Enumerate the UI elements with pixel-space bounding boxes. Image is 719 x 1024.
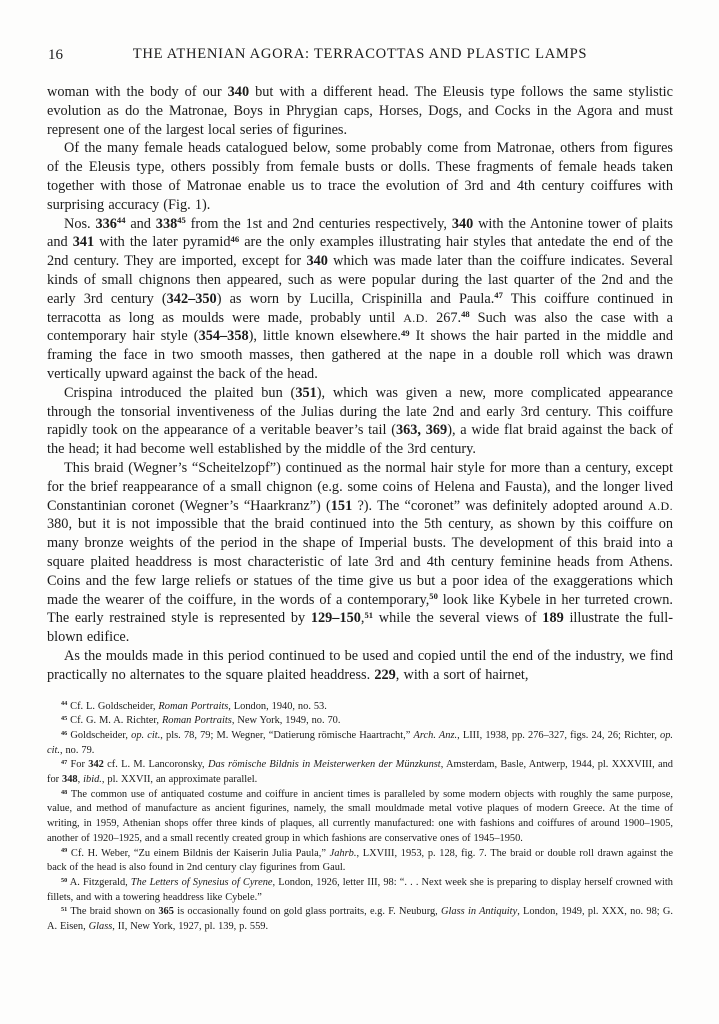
text-segment: but with a different head. The Eleusis type follows the same stylistic evolution as do the Matronae, Boys in Phrygian caps, Horses, Dogs, and Cocks in the Agora and must represent one of the largest local series of figurines. <box>47 84 673 138</box>
text-segment: 338 <box>155 215 178 232</box>
paragraph <box>47 647 673 685</box>
text-segment: Cf. L. Goldscheider, <box>70 700 159 712</box>
text-segment: with the Antonine tower of plaits and <box>47 215 674 251</box>
text-segment: A. Fitzgerald, <box>69 876 131 888</box>
text-segment: A.D. <box>648 498 673 513</box>
text-segment: , <box>360 610 365 627</box>
text-segment: , II, New York, 1927, pl. 139, p. 559. <box>112 921 269 933</box>
text-segment: ), little known elsewhere. <box>248 328 402 345</box>
paragraph <box>47 384 673 459</box>
text-segment: Of the many female heads catalogued below, some probably come from Matronae, others from figures of the Eleusis type, others possibly from female busts or dolls. These fragments of female heads taken together with those of Matronae enable us to trace the evolution of 3rd and 4th century coiffures with surprising accuracy (Fig. 1). <box>47 140 673 213</box>
footnote <box>47 847 673 876</box>
text-segment: 340 <box>227 84 250 100</box>
footnote <box>47 788 673 847</box>
text-segment: Das römische Bildnis in Meisterwerken der Münzkunst <box>207 759 441 771</box>
text-segment: 229 <box>374 666 396 683</box>
text-segment: from the 1st and 2nd centuries respectively, <box>185 215 452 232</box>
footnote-number: 45 <box>61 715 68 723</box>
footnote-reference: 51 <box>364 610 374 621</box>
text-segment: and <box>125 215 156 232</box>
text-segment: op. cit. <box>47 729 674 756</box>
text-segment: 267. <box>428 309 462 326</box>
footnote <box>47 700 673 715</box>
text-segment: , LIII, 1938, pp. 276–327, figs. 24, 26; Richter, <box>457 729 661 741</box>
text-segment: Crispina introduced the plaited bun ( <box>64 384 296 401</box>
text-segment: The Letters of Synesius of Cyrene <box>130 876 273 888</box>
text-segment: , New York, 1949, no. 70. <box>231 715 341 727</box>
text-segment: Roman Portraits <box>158 700 229 712</box>
text-segment: , London, 1926, letter III, 98: “. . . Next week she is preparing to display herself crowned with fillets, and with a towering headdress like Cybele.” <box>47 876 673 903</box>
page-number: 16 <box>48 47 63 63</box>
text-segment: Nos. <box>64 215 96 232</box>
footnote-reference: 47 <box>494 290 503 301</box>
text-segment: , London, 1949, pl. XXX, no. 98; G. A. Eisen, <box>47 906 674 933</box>
text-segment: 348 <box>62 774 78 786</box>
text-segment: ), which was given a new, more complicated appearance through the tonsorial inventiveness of the Julias during the late 2nd and early 3rd century. This coiffure rapidly took on the appearance of a veritable beaver’s tail ( <box>47 384 673 439</box>
page-content <box>47 46 673 935</box>
text-segment: Arch. Anz. <box>413 729 458 741</box>
text-segment: Cf. G. M. A. Richter, <box>70 715 162 727</box>
text-segment: 380, but it is not impossible that the braid continued into the 5th century, as shown by this coiffure on many bronze weights of the period in the shape of Imperial busts. The development of this braid into a square plaited headdress is most characteristic of late 3rd and 4th century feminine heads from Athens. Coins and the few large reliefs or statues of the time give us but a poor idea of the exaggerations which made the wearer of the coiffure, in the words of a contemporary, <box>47 516 673 608</box>
text-segment: Cf. H. Weber, “Zu einem Bildnis der Kaiserin Julia Paula,” <box>70 847 330 859</box>
footnote-number: 51 <box>61 906 68 914</box>
text-segment: which was made later than the coiffure indicates. Several kinds of small chignons then appeared, such as were popular during the last quarter of the 2nd and the early 3rd century ( <box>47 253 673 307</box>
text-segment: This braid (Wegner’s “Scheitelzopf”) continued as the normal hair style for more than a century, except for the brief reappearance of a small chignon (e.g. some coins of Helena and Fausta), and the longer lived Constantinian coronet (Wegner’s “Haarkranz”) ( <box>47 459 673 514</box>
footnote-reference: 46 <box>230 234 240 245</box>
footnote-number: 49 <box>61 847 68 855</box>
text-segment: Glass <box>88 921 113 933</box>
text-segment: Jahrb. <box>329 847 357 859</box>
text-segment: , <box>77 774 84 786</box>
text-segment: This coiffure continued in terracotta as long as moulds were made, probably until <box>47 290 674 326</box>
text-segment: illustrate the full-blown edifice. <box>47 610 673 646</box>
text-segment: , LXVIII, 1953, p. 128, fig. 7. The braid or double roll drawn against the back of the head is also found in 2nd century clay figurines from Gaul. <box>47 847 673 874</box>
text-segment: 365 <box>158 906 174 918</box>
text-segment: op. cit. <box>131 729 161 741</box>
footnote-number: 48 <box>61 788 68 796</box>
body-text <box>47 83 673 685</box>
text-segment: ), a wide flat braid against the back of the head; it had become well established by the middle of the 3rd century. <box>47 422 673 458</box>
text-segment: look like Kybele in her turreted crown. The early restrained style is represented by <box>47 591 674 627</box>
footnote-number: 47 <box>61 759 68 767</box>
text-segment: 342–350 <box>166 290 217 307</box>
text-segment: 354–358 <box>198 328 249 345</box>
text-segment: 341 <box>72 234 95 251</box>
footnote-reference: 44 <box>116 215 126 226</box>
text-segment: A.D. <box>403 310 429 325</box>
text-segment: , Amsterdam, Basle, Antwerp, 1944, pl. XXXVIII, and for <box>47 759 673 786</box>
text-segment: , with a sort of hairnet, <box>395 666 529 683</box>
text-segment: 340 <box>306 253 328 270</box>
footnote-number: 50 <box>61 876 68 884</box>
text-segment: Goldscheider, <box>70 729 132 741</box>
text-segment: Such was also the case with a contemporary hair style ( <box>47 309 673 345</box>
text-segment: 363, 369 <box>395 422 448 439</box>
text-segment: , pl. XXVII, an approximate parallel. <box>101 774 258 786</box>
text-segment: 189 <box>542 610 564 627</box>
footnote-reference: 49 <box>401 328 410 339</box>
text-segment: , pls. 78, 79; M. Wegner, “Datierung römische Haartracht,” <box>160 729 414 741</box>
text-segment: , London, 1940, no. 53. <box>228 700 327 712</box>
text-segment: 342 <box>88 759 104 771</box>
text-segment: woman with the body of our <box>47 84 228 100</box>
footnote <box>47 758 673 787</box>
footnote <box>47 714 673 729</box>
text-segment: is occasionally found on gold glass portraits, e.g. F. Neuburg, <box>173 906 442 918</box>
text-segment: while the several views of <box>373 610 543 627</box>
paragraph <box>47 215 673 384</box>
footnotes <box>47 700 673 935</box>
text-segment: cf. L. M. Lancoronsky, <box>103 759 208 771</box>
running-title: THE ATHENIAN AGORA: TERRACOTTAS AND PLASTIC LAMPS <box>132 46 588 62</box>
footnote <box>47 729 673 758</box>
text-segment: are the only examples illustrating hair styles that antedate the end of the 2nd century. They are imported, except for <box>47 234 674 270</box>
text-segment: 129–150 <box>310 610 361 627</box>
footnote-reference: 45 <box>177 215 186 226</box>
paragraph <box>47 459 673 647</box>
text-segment: The braid shown on <box>70 906 159 918</box>
text-segment: ?). The “coronet” was definitely adopted around <box>352 497 649 514</box>
footnote-reference: 50 <box>429 591 438 602</box>
text-segment: with the later pyramid <box>94 234 231 251</box>
footnote-reference: 48 <box>461 309 470 320</box>
text-segment: As the moulds made in this period continued to be used and copied until the end of the industry, we find practically no alternates to the square plaited headdress. <box>47 647 673 683</box>
text-segment: The common use of antiquated costume and coiffure in ancient times is paralleled by some modern objects with roughly the same purpose, value, and method of manufacture as ancient figurines, namely, the small mouldmade metal votive plaques of modern Greece. At the time of writing, in 1959, Athenian shops offer three kinds of plaques, all currently manufactured: one with fashions and coiffures of around 1900–1905, another of 1920–1925, and a small recently created group in which fashions are conservative ones of 1945–1950. <box>47 788 673 844</box>
text-segment: Roman Portraits <box>161 715 232 727</box>
running-head <box>47 46 673 65</box>
paragraph <box>47 139 673 214</box>
footnote <box>47 905 673 934</box>
text-segment: ) as worn by Lucilla, Crispinilla and Paula. <box>216 290 495 307</box>
text-segment: For <box>70 759 89 771</box>
footnote <box>47 876 673 905</box>
text-segment: It shows the hair parted in the middle and framing the face in two smooth masses, then gathered at the nape in a double roll which was drawn vertically upward against the back of the head. <box>47 328 673 382</box>
text-segment: 351 <box>295 384 317 401</box>
text-segment: ibid. <box>83 774 102 786</box>
text-segment: , no. 79. <box>59 744 95 756</box>
text-segment: Glass in Antiquity <box>441 906 518 918</box>
text-segment: 151 <box>330 497 353 514</box>
footnote-number: 44 <box>61 700 68 708</box>
footnote-number: 46 <box>61 729 68 737</box>
text-segment: 340 <box>451 215 474 232</box>
text-segment: 336 <box>95 215 117 232</box>
paragraph <box>47 83 673 139</box>
